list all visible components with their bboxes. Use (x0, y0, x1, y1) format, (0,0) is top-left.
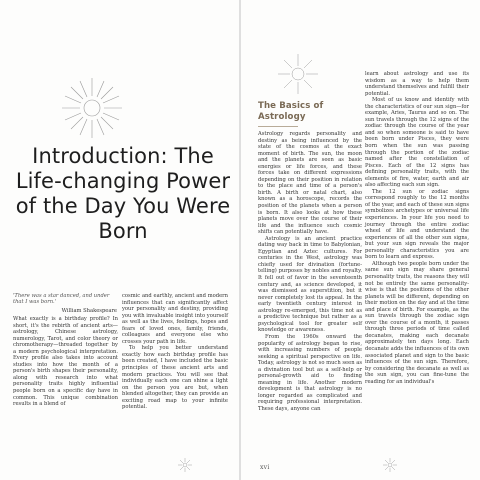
epigraph-text: 'There was a star danced, and under that I was born.' (13, 293, 110, 306)
paragraph: To help you better understand exactly how each birthday profile has been created, I have included the basic principles of these ancient arts and modern practices. You will see that individually each one can shine a light on the person you are but, when blended altogether, they can provide an exciting road map to your infinite potential. (122, 345, 228, 411)
paragraph: The 12 sun or zodiac signs correspond roughly to the 12 months of the year, and each of these sun signs symbolizes archetypes or universal life experiences. In your life you need to journey through the entire zodiac wheel of life and understand the experiences of all the other sun signs, but your sun sign reveals the major personality characteristics you are born to learn and express. (365, 188, 469, 261)
sun-ornament-icon (276, 52, 320, 96)
right-page (241, 0, 480, 480)
left-column-1 (13, 316, 118, 408)
paragraph: learn about astrology and use its wisdom as a way to help them understand themselves and fulfill their potential. (365, 71, 469, 97)
paragraph: cosmic and earthly, ancient and modern influences that can significantly affect your personality and destiny, providing you with invaluable insight into yourself as well as the lives, feelings, hopes and fears of loved ones, family, friends, colleagues and everyone else who crosses your path in life. (122, 293, 228, 345)
paragraph: From the 1960s onward the popularity of astrology began to rise, with increasing numbers of people seeking a spiritual perspective on life. Today, astrology is not so much seen as a divination tool but as a self-help or personal-growth aid to finding meaning in life. Another modern development is that astrology is no longer regarded as complicated and requiring professional interpretation. These days, anyone can (258, 333, 362, 412)
epigraph (13, 293, 117, 314)
left-page (0, 0, 239, 480)
page-number: xvi (260, 464, 270, 471)
section-heading: The Basics of Astrology (258, 101, 324, 122)
paragraph: Astrology is an ancient practice dating way back in time to Babylonian, Egyptian and Aztec cultures. For centuries in the West, astrology was chiefly used for divination (fortune-telling) purposes by nobles and royalty. It fell out of favor in the seventeenth century and, as science developed, it was dismissed as superstition, but it never completely lost its appeal. In the early twentieth century interest in astrology re-emerged, this time not as a predictive technique but rather as a psychological tool for greater self knowledge or awareness. (258, 235, 362, 334)
left-column-2 (122, 293, 228, 411)
sun-ornament-icon (178, 458, 192, 472)
paragraph: Most of us know and identify with the characteristics of our sun sign—for example, Aries, Taurus and so on. The sun travels through the 12 signs of the zodiac through the course of the year and so when someone is said to have been born under Pisces, they were born when the sun was passing through the portion of the zodiac named after the constellation of Pisces. Each of the 12 signs has defining personality traits, with the elements of fire, water, earth and air also affecting each sun sign. (365, 97, 469, 189)
sun-ornament-icon (60, 76, 124, 140)
epigraph-author: William Shakespeare (61, 307, 117, 314)
paragraph: Although two people born under the same sun sign may share general personality traits, the reasons they will not be entirely the same personality-wise is that the positions of the other planets will be different, depending on their motion on the day and at the time and place of birth. For example, as the sun travels through the zodiac sign over the course of a month, it passes through three periods of time called decanates, making each decanate approximately ten days long. Each decanate adds the influences of its own associated planet and sign to the basic influences of the sun sign. Therefore, by considering the decanate as well as the sun sign, you can fine-tune the reading for an individual's (365, 260, 469, 385)
right-column-1 (258, 131, 362, 413)
section-rule (258, 126, 298, 127)
paragraph: What exactly is a birthday profile? In short, it's the rebirth of ancient arts—astrology, Chinese astrology, numerology, Tarot, and color theory or chromotherapy—threaded together by a modern psychological interpretation. Every profile also takes into account studies into how the month of a person's birth shapes their personality, along with research into what personality traits highly influential people born on a specific day have in common. This unique combination results in a blend of (13, 316, 118, 408)
sun-ornament-icon (383, 458, 397, 472)
right-column-2 (365, 71, 469, 385)
paragraph: Astrology regards personality and destiny as being influenced by the state of the cosmos at the exact moment of birth. The sun, the moon and the planets are seen as basic energies or life forces, and these forces take on different expressions depending on their position in relation to the place and time of a person's birth. A birth or natal chart, also known as a horoscope, records the position of the planets when a person is born. It also looks at how these planets move over the course of their life and the influence such cosmic shifts can potentially have. (258, 131, 362, 236)
chapter-title: Introduction: The Life-changing Power of the Day You Were Born (15, 144, 231, 243)
